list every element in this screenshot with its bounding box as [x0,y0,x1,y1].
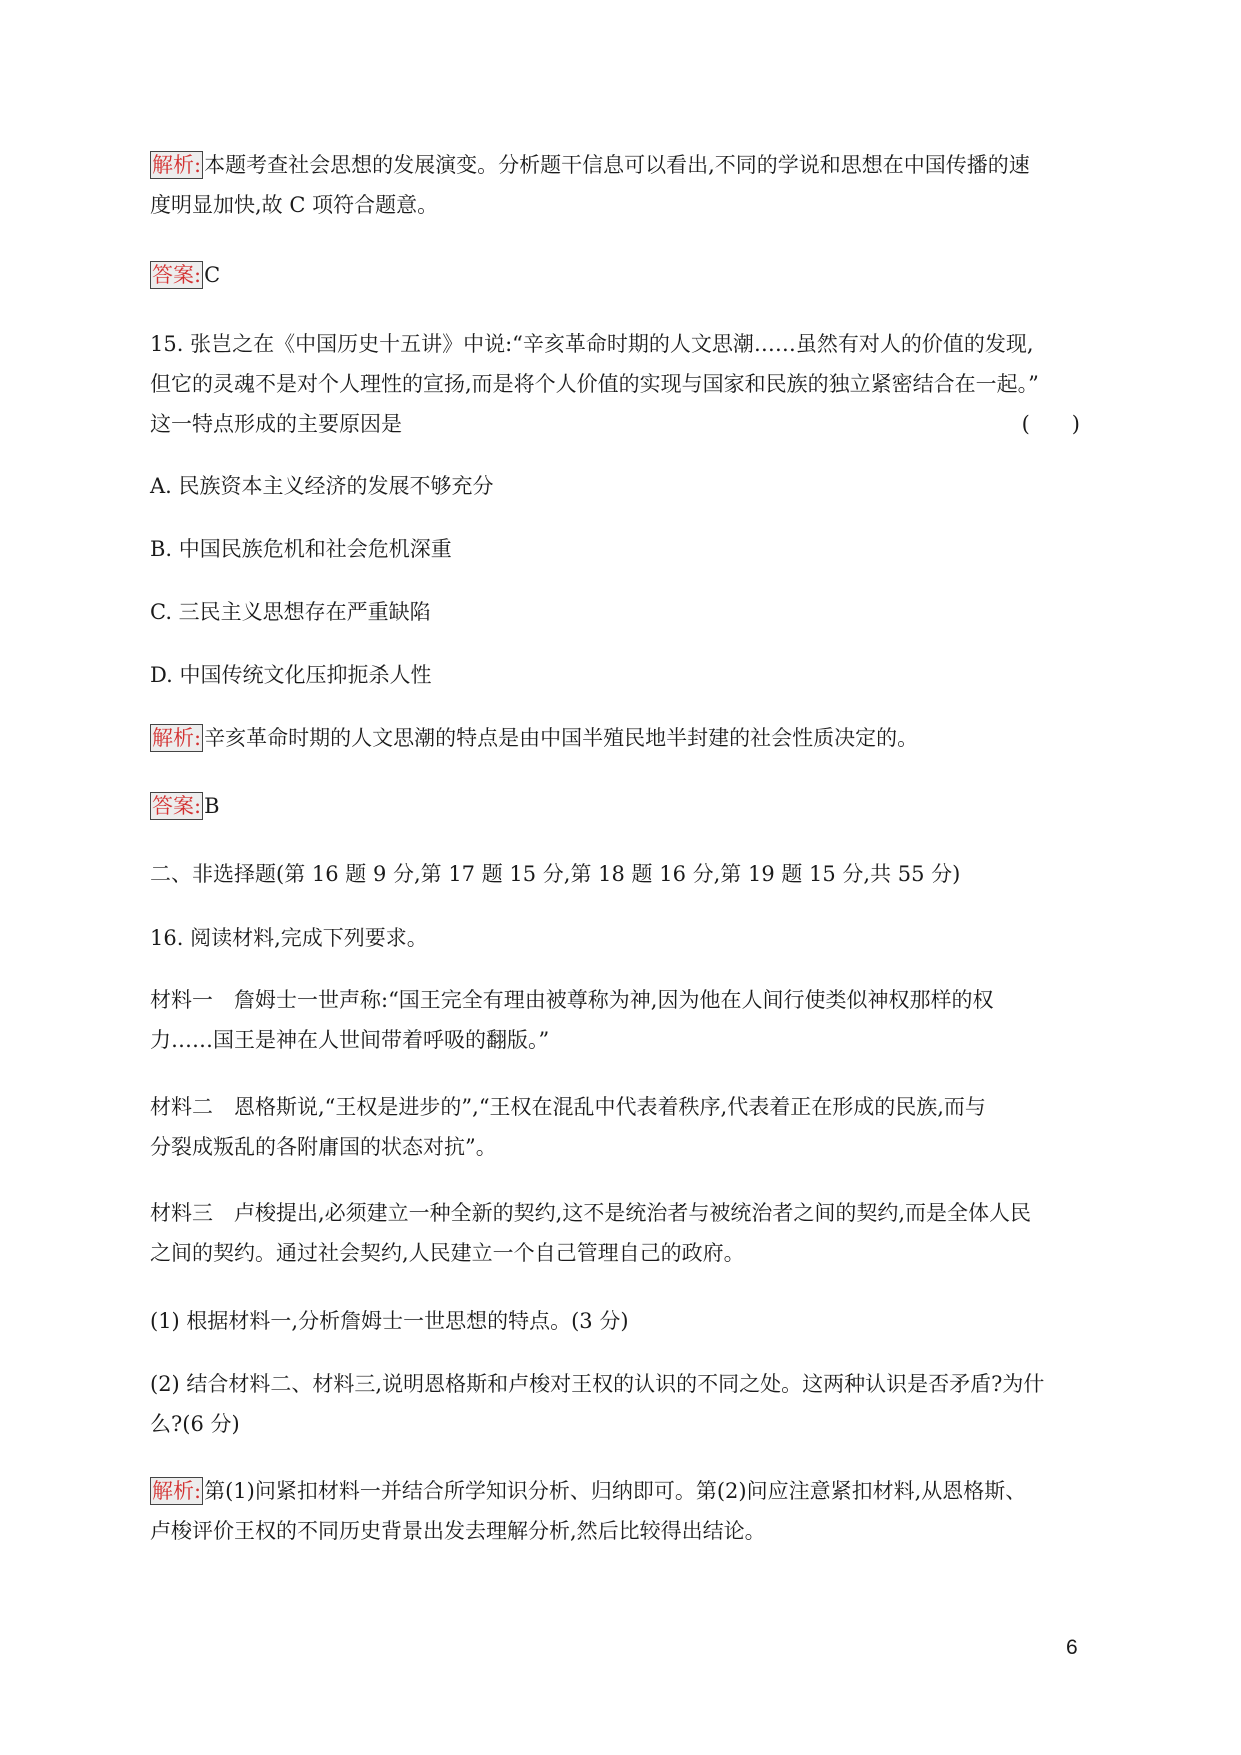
answer-q15 [150,786,1080,826]
material-3-line2: 之间的契约。通过社会契约,人民建立一个自己管理自己的政府。 [150,1241,745,1265]
subquestion-1: (1) 根据材料一,分析詹姆士一世思想的特点。(3 分) [150,1309,629,1333]
analysis-q14 [150,145,1080,225]
material-3-line1: 材料三 卢梭提出,必须建立一种全新的契约,这不是统治者与被统治者之间的契约,而是全体人民 [150,1201,1032,1225]
question-15 [150,324,1080,444]
section-heading: 二、非选择题(第 16 题 9 分,第 17 题 15 分,第 18 题 16 分,第 19 题 15 分,共 55 分) [150,862,961,886]
analysis-tag: 解析: [152,1479,202,1503]
analysis-tag: 解析: [152,153,202,177]
answer-q14 [150,255,1080,295]
analysis-tag: 解析: [152,726,202,750]
material-1-line2: 力……国王是神在人世间带着呼吸的翻版。” [150,1028,550,1052]
material-3 [150,1193,1080,1273]
analysis-q16 [150,1471,1080,1551]
subquestion-2-line2: 么?(6 分) [150,1412,240,1436]
material-2 [150,1087,1080,1167]
question-15-line1: 15. 张岂之在《中国历史十五讲》中说:“辛亥革命时期的人文思潮……虽然有对人的价值的发现, [150,332,1034,356]
analysis-text-line1: 本题考查社会思想的发展演变。分析题干信息可以看出,不同的学说和思想在中国传播的速 [204,153,1030,177]
material-2-line1: 材料二 恩格斯说,“王权是进步的”,“王权在混乱中代表着秩序,代表着正在形成的民族,而与 [150,1095,986,1119]
question-15-line2: 但它的灵魂不是对个人理性的宣扬,而是将个人价值的实现与国家和民族的独立紧密结合在一起。” [150,372,1039,396]
question-15-line3: 这一特点形成的主要原因是 [150,412,402,436]
analysis-text: 辛亥革命时期的人文思潮的特点是由中国半殖民地半封建的社会性质决定的。 [204,726,919,750]
analysis-q15 [150,718,1080,758]
option-b: B. 中国民族危机和社会危机深重 [150,537,452,561]
option-c: C. 三民主义思想存在严重缺陷 [150,600,431,624]
material-2-line2: 分裂成叛乱的各附庸国的状态对抗”。 [150,1135,497,1159]
answer-tag: 答案: [152,794,202,818]
analysis-text-line2: 度明显加快,故 C 项符合题意。 [150,193,439,217]
material-1 [150,980,1080,1060]
answer-blank: ( ) [1021,412,1080,436]
analysis-text-line2: 卢梭评价王权的不同历史背景出发去理解分析,然后比较得出结论。 [150,1519,766,1543]
material-1-line1: 材料一 詹姆士一世声称:“国王完全有理由被尊称为神,因为他在人间行使类似神权那样的权 [150,988,994,1012]
answer-text: C [204,263,221,287]
subquestion-2 [150,1364,1080,1444]
option-a: A. 民族资本主义经济的发展不够充分 [150,474,494,498]
analysis-text-line1: 第(1)问紧扣材料一并结合所学知识分析、归纳即可。第(2)问应注意紧扣材料,从恩格斯、 [204,1479,1027,1503]
answer-text: B [204,794,220,818]
answer-tag: 答案: [152,263,202,287]
page-number: 6 [1066,1636,1078,1659]
question-16: 16. 阅读材料,完成下列要求。 [150,926,428,950]
option-d: D. 中国传统文化压抑扼杀人性 [150,663,432,687]
subquestion-2-line1: (2) 结合材料二、材料三,说明恩格斯和卢梭对王权的认识的不同之处。这两种认识是否矛盾?为什 [150,1372,1045,1396]
